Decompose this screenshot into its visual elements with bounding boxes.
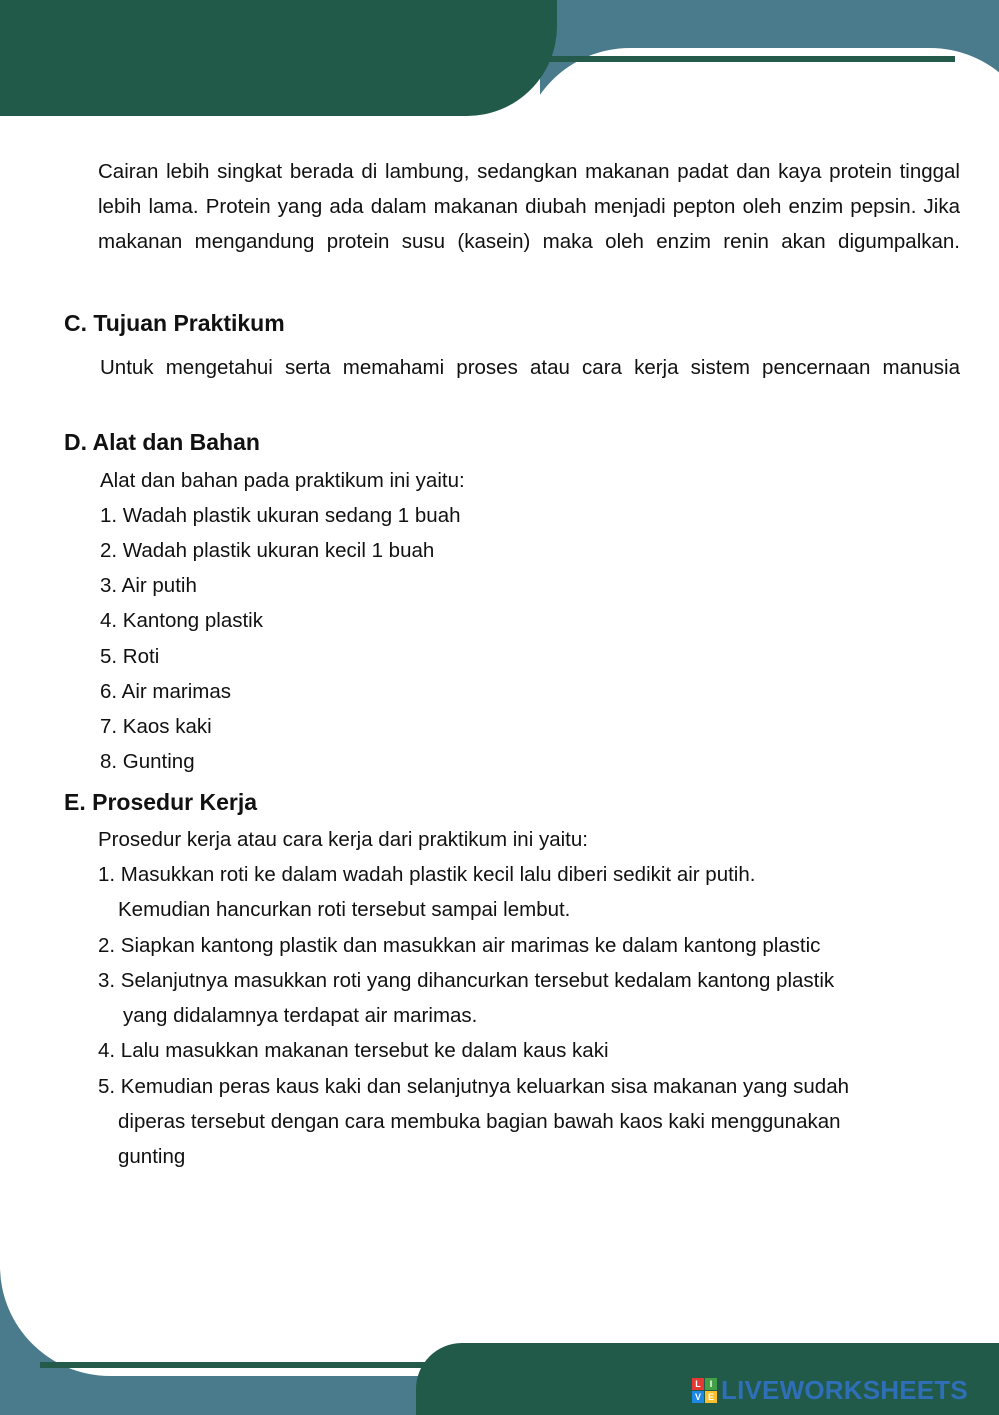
- prosedur-step: 4. Lalu masukkan makanan tersebut ke dalam kaus kaki: [98, 1039, 609, 1062]
- heading-alat-dan-bahan: D. Alat dan Bahan: [64, 429, 260, 455]
- bottom-left-green-line: [40, 1362, 460, 1368]
- liveworksheets-logo-icon: [692, 1378, 717, 1403]
- alat-item: 6. Air marimas: [100, 680, 231, 703]
- prosedur-step: 1. Masukkan roti ke dalam wadah plastik kecil lalu diberi sedikit air putih.: [98, 863, 756, 886]
- prosedur-step: 5. Kemudian peras kaus kaki dan selanjutnya keluarkan sisa makanan yang sudah: [98, 1075, 849, 1098]
- logo-tile: E: [705, 1391, 717, 1403]
- alat-item: 1. Wadah plastik ukuran sedang 1 buah: [100, 504, 461, 527]
- tujuan-paragraph: Untuk mengetahui serta memahami proses atau cara kerja sistem pencernaan manusia: [100, 356, 960, 379]
- alat-intro: Alat dan bahan pada praktikum ini yaitu:: [100, 469, 465, 492]
- alat-item: 2. Wadah plastik ukuran kecil 1 buah: [100, 539, 435, 562]
- logo-tile: I: [705, 1378, 717, 1390]
- alat-item: 7. Kaos kaki: [100, 715, 212, 738]
- prosedur-step-continuation: diperas tersebut dengan cara membuka bagian bawah kaos kaki menggunakan: [118, 1110, 841, 1133]
- prosedur-step: 3. Selanjutnya masukkan roti yang dihancurkan tersebut kedalam kantong plastik: [98, 969, 835, 992]
- alat-item: 3. Air putih: [100, 574, 197, 597]
- logo-tile: L: [692, 1378, 704, 1390]
- logo-tile: V: [692, 1391, 704, 1403]
- prosedur-step-continuation: Kemudian hancurkan roti tersebut sampai lembut.: [118, 898, 571, 921]
- heading-tujuan-praktikum: C. Tujuan Praktikum: [64, 310, 285, 336]
- prosedur-intro: Prosedur kerja atau cara kerja dari praktikum ini yaitu:: [98, 828, 588, 851]
- prosedur-step: 2. Siapkan kantong plastik dan masukkan air marimas ke dalam kantong plastic: [98, 934, 821, 957]
- top-right-green-line: [545, 56, 955, 62]
- top-left-green-banner: [0, 0, 557, 116]
- liveworksheets-logo[interactable]: [692, 1376, 968, 1404]
- heading-prosedur-kerja: E. Prosedur Kerja: [64, 789, 258, 815]
- intro-paragraph: Cairan lebih singkat berada di lambung, sedangkan makanan padat dan kaya protein tinggal lebih lama. Protein yang ada dalam makanan diubah menjadi pepton oleh enzim pepsin. Jika makanan mengandung protein susu (kasein) maka oleh enzim renin akan digumpalkan.: [98, 160, 960, 254]
- alat-item: 8. Gunting: [100, 750, 195, 773]
- liveworksheets-logo-text: LIVEWORKSHEETS: [721, 1375, 968, 1405]
- bottom-left-white-curve: [0, 1180, 480, 1376]
- prosedur-step-continuation: gunting: [118, 1145, 186, 1168]
- prosedur-step-continuation: yang didalamnya terdapat air marimas.: [123, 1004, 478, 1027]
- alat-item: 4. Kantong plastik: [100, 609, 263, 632]
- alat-item: 5. Roti: [100, 645, 160, 668]
